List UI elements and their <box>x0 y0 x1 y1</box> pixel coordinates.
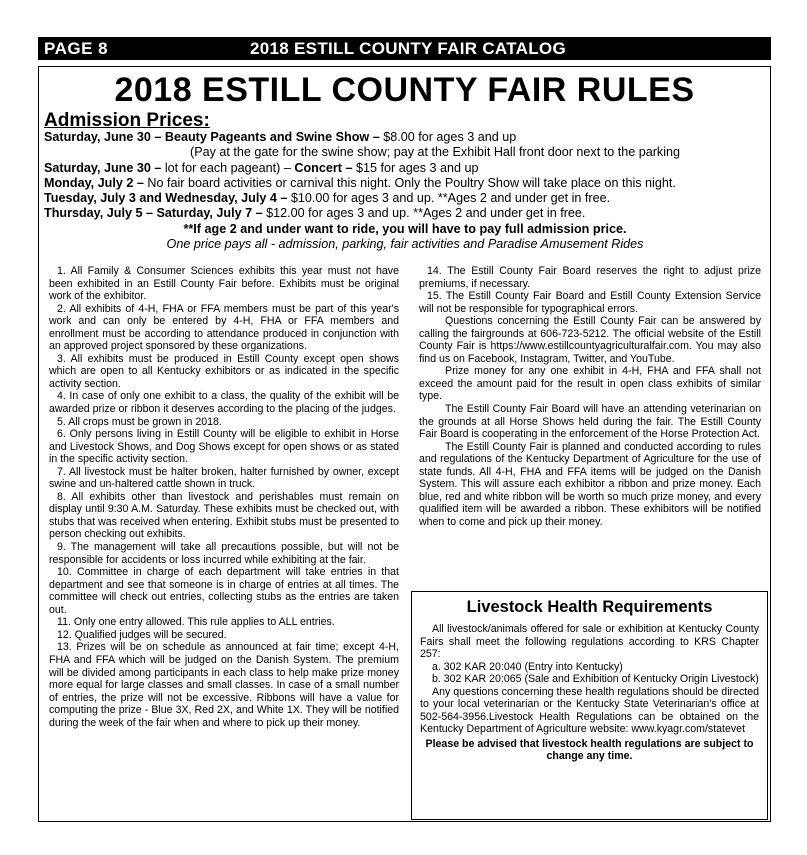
admission-event: Concert – <box>294 160 353 175</box>
rule-item: 6. Only persons living in Estill County will be eligible to exhibit in Horse and Livestock Shows, and Dog Shows except for open shows or as stated in the specific activity section. <box>49 428 399 466</box>
rule-item: 4. In case of only one exhibit to a class, the quality of the exhibit will be awarded prize or ribbon it deserves according to the placing of the judges. <box>49 390 399 416</box>
health-warning: Please be advised that livestock health regulations are subject to change any time. <box>425 737 754 763</box>
rule-item: 10. Committee in charge of each department will take entries in that department and see that someone is in charge of entries at all times. The committee will check out entries, collecting stubs as the entries are taken out. <box>49 566 399 616</box>
rule-item: 11. Only one entry allowed. This rule applies to ALL entries. <box>57 616 335 629</box>
admission-line <box>44 191 766 206</box>
rule-item: 13. Prizes will be on schedule as announced at fair time; except 4-H, FHA and FFA which will be judged on the Danish System. The premium will be divided among participants in each class to help make prize money more equal for large classes and small classes. In case of a small number of entries, the prize will not be excessive. Ribbons will have a value for computing the prize - Blue 3X, Red 2X, and White 1X. They will be notified during the week of the fair when and where to pick up their money. <box>49 641 399 729</box>
admission-price: $15 for ages 3 and up <box>352 160 479 175</box>
admission-day: Thursday, July 5 – Saturday, July 7 – <box>44 206 263 221</box>
admission-price: $12.00 for ages 3 and up. **Ages 2 and under get in free. <box>262 206 586 221</box>
admission-price: $10.00 for ages 3 and up. **Ages 2 and under get in free. <box>287 191 611 206</box>
admission-line <box>44 176 766 191</box>
catalog-title: 2018 ESTILL COUNTY FAIR CATALOG <box>250 39 566 58</box>
page-banner <box>38 37 771 60</box>
health-regulation-item: b. 302 KAR 20:065 (Sale and Exhibition of Kentucky Origin Livestock) <box>432 673 759 686</box>
rules-frame <box>38 66 771 822</box>
page-number: PAGE 8 <box>44 39 109 58</box>
admission-day: Saturday, June 30 – <box>44 160 162 175</box>
ride-note: **If age 2 and under want to ride, you will have to pay full admission price. <box>183 221 627 236</box>
info-paragraph: The Estill County Fair Board will have an attending veterinarian on the grounds at all Horse Shows held during the fair. The Estill County Fair Board is cooperating in the enforcement of the Horse Protection Act. <box>419 403 761 441</box>
admission-price: (Pay at the gate for the swine show; pay at the Exhibit Hall front door next to the parking <box>190 145 681 160</box>
admission-heading: Admission Prices: <box>44 110 210 131</box>
admission-day: Monday, July 2 – <box>44 175 144 190</box>
health-regulation-item: a. 302 KAR 20:040 (Entry into Kentucky) <box>432 660 623 673</box>
rule-item: 8. All exhibits other than livestock and perishables must remain on display until 9:30 A.M. Saturday. These exhibits must be checked out, with stubs that was received when entering. Exhibit stubs must be presented to person checking out exhibits. <box>49 490 399 541</box>
rule-item: 3. All exhibits must be produced in Estill County except open shows which are open to all Kentucky exhibitors or as indicated in the specific activity section. <box>49 352 399 390</box>
rule-item: 5. All crops must be grown in 2018. <box>57 415 222 428</box>
rule-item: 14. The Estill County Fair Board reserves the right to adjust prize premiums, if necessary. <box>419 265 761 290</box>
admission-line <box>44 130 766 145</box>
livestock-health-box <box>411 591 768 820</box>
health-intro: All livestock/animals offered for sale or exhibition at Kentucky County Fairs shall meet the following regulations according to KRS Chapter 257: <box>420 623 759 661</box>
info-paragraph: Prize money for any one exhibit in 4-H, FHA and FFA shall not exceed the amount paid for the result in open class exhibits of similar type. <box>419 365 761 403</box>
admission-price: No fair board activities or carnival this night. Only the Poultry Show will take place on this night. <box>143 175 676 190</box>
admission-line <box>44 161 766 176</box>
info-paragraph: Questions concerning the Estill County Fair can be answered by calling the fairgrounds at 606-723-5212. The official website of the Estill County Fair is https://www.estillcountyagriculturalfair.com. You may also find us on Facebook, Instagram, Twitter, and YouTube. <box>419 315 761 365</box>
page-title: 2018 ESTILL COUNTY FAIR RULES <box>114 71 695 109</box>
rules-right-column <box>419 265 761 528</box>
admission-line <box>44 145 766 160</box>
admission-price: lot for each pageant) – <box>161 160 295 175</box>
rule-item: 9. The management will take all precautions possible, but will not be responsible for accidents or loss incurred while exhibiting at the fair. <box>49 541 399 566</box>
rule-item: 15. The Estill County Fair Board and Estill County Extension Service will not be responsible for typographical errors. <box>419 290 761 315</box>
admission-line <box>44 206 766 221</box>
rule-item: 12. Qualified judges will be secured. <box>57 628 227 641</box>
health-contact: Any questions concerning these health regulations should be directed to your local veterinarian or the Kentucky State Veterinarian's office at 502-564-3956.Livestock Health Regulations can be obtained on the Kentucky Department of Agriculture website: www.kyagr.com/statevet <box>420 685 759 736</box>
health-title: Livestock Health Requirements <box>466 598 713 616</box>
info-paragraph: The Estill County Fair is planned and conducted according to rules and regulations of the Kentucky Department of Agriculture for the use of state funds. All 4-H, FHA and FFA items will be judged on the Danish System. This will assure each exhibitor a ribbon and prize money. Each blue, red and white ribbon will be worth so much prize money, and every qualified item will be awarded a ribbon. These exhibitors will be notified when to come and pick up their money. <box>419 440 761 528</box>
rules-left-column <box>49 265 399 729</box>
admission-day: Saturday, June 30 – Beauty Pageants and Swine Show – <box>44 130 380 144</box>
one-price-note: One price pays all - admission, parking, fair activities and Paradise Amusement Rides <box>166 237 644 252</box>
admission-section <box>44 111 766 252</box>
admission-price: $8.00 for ages 3 and up <box>379 130 517 144</box>
admission-day: Tuesday, July 3 and Wednesday, July 4 – <box>44 191 288 206</box>
rule-item: 2. All exhibits of 4-H, FHA or FFA members must be part of this year's work and can only be entered by 4-H, FHA or FFA members and enrollment must be according to attendance produced in conjunction with an approved project sponsored by these organizations. <box>49 302 399 353</box>
rule-item: 1. All Family & Consumer Sciences exhibits this year must not have been exhibited in an Estill County Fair before. Exhibits must be original work of the exhibitor. <box>49 265 399 303</box>
rule-item: 7. All livestock must be halter broken, halter furnished by owner, except swine and un-haltered cattle shown in truck. <box>49 465 399 491</box>
